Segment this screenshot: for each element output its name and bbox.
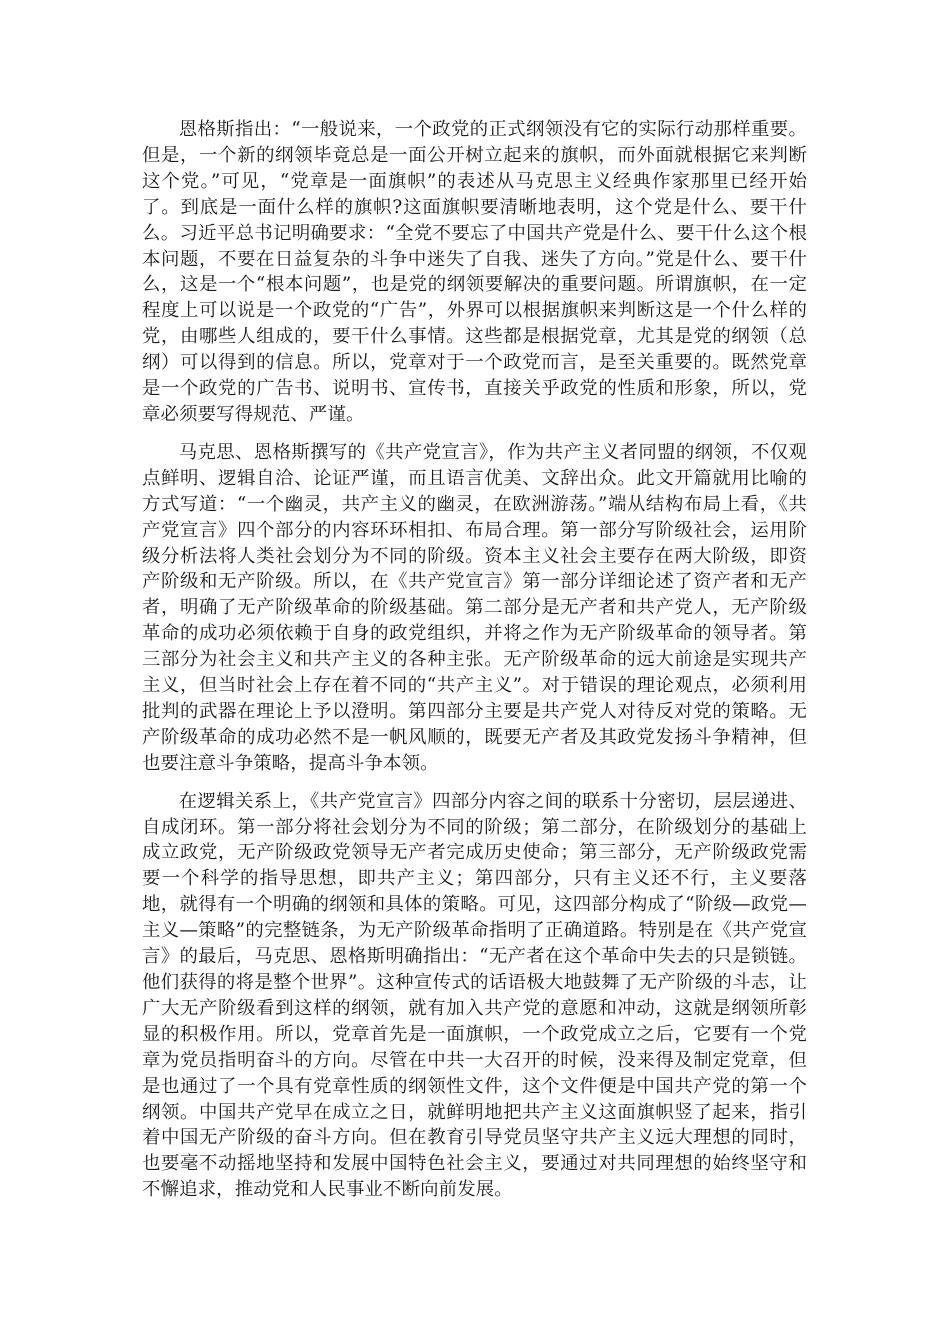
paragraph-3: 在逻辑关系上，《共产党宣言》四部分内容之间的联系十分密切，层层递进、自成闭环。第一部分将社会划分为不同的阶级；第二部分，在阶级划分的基础上成立政党，无产阶级政党领导无产者完成历史使命；第三部分，无产阶级政党需要一个科学的指导思想，即共产主义；第四部分，只有主义还不行，主义要落地，就得有一个明确的纲领和具体的策略。可见，这四部分构成了“阶级—政党—主义—策略”的完整链条，为无产阶级革命指明了正确道路。特别是在《共产党宣言》的最后，马克思、恩格斯明确指出：“无产者在这个革命中失去的只是锁链。他们获得的将是整个世界”。这种宣传式的话语极大地鼓舞了无产阶级的斗志，让广大无产阶级看到这样的纲领，就有加入共产党的意愿和冲动，这就是纲领所彰显的积极作用。所以，党章首先是一面旗帜，一个政党成立之后，它要有一个党章为党员指明奋斗的方向。尽管在中共一大召开的时候，没来得及制定党章，但是也通过了一个具有党章性质的纲领性文件，这个文件便是中国共产党的第一个纲领。中国共产党早在成立之日，就鲜明地把共产主义这面旗帜竖了起来，指引着中国无产阶级的奋斗方向。但在教育引导党员坚守共产主义远大理想的同时，也要毫不动摇地坚持和发展中国特色社会主义，要通过对共同理想的始终坚守和不懈追求，推动党和人民事业不断向前发展。: [142, 790, 807, 1201]
paragraph-1: 恩格斯指出：“一般说来，一个政党的正式纲领没有它的实际行动那样重要。但是，一个新的纲领毕竟总是一面公开树立起来的旗帜，而外面就根据它来判断这个党。”可见，“党章是一面旗帜”的表述从马克思主义经典作家那里已经开始了。到底是一面什么样的旗帜?这面旗帜要清晰地表明，这个党是什么、要干什么。习近平总书记明确要求：“全党不要忘了中国共产党是什么、要干什么这个根本问题，不要在日益复杂的斗争中迷失了自我、迷失了方向。”党是什么、要干什么，这是一个“根本问题”，也是党的纲领要解决的重要问题。所谓旗帜，在一定程度上可以说是一个政党的“广告”，外界可以根据旗帜来判断这是一个什么样的党，由哪些人组成的，要干什么事情。这些都是根据党章，尤其是党的纲领（总纲）可以得到的信息。所以，党章对于一个政党而言，是至关重要的。既然党章是一个政党的广告书、说明书、宣传书，直接关乎政党的性质和形象，所以，党章必须要写得规范、严谨。: [142, 119, 807, 425]
document-body: [142, 117, 807, 1215]
paragraph-2: 马克思、恩格斯撰写的《共产党宣言》，作为共产主义者同盟的纲领，不仅观点鲜明、逻辑自洽、论证严谨，而且语言优美、文辞出众。此文开篇就用比喻的方式写道：“一个幽灵，共产主义的幽灵，在欧洲游荡。”端从结构布局上看，《共产党宣言》四个部分的内容环环相扣、布局合理。第一部分写阶级社会，运用阶级分析法将人类社会划分为不同的阶级。资本主义社会主要存在两大阶级，即资产阶级和无产阶级。所以，在《共产党宣言》第一部分详细论述了资产者和无产者，明确了无产阶级革命的阶级基础。第二部分是无产者和共产党人，无产阶级革命的成功必须依赖于自身的政党组织，并将之作为无产阶级革命的领导者。第三部分为社会主义和共产主义的各种主张。无产阶级革命的远大前途是实现共产主义，但当时社会上存在着不同的“共产主义”。对于错误的理论观点，必须利用批判的武器在理论上予以澄明。第四部分主要是共产党人对待反对党的策略。无产阶级革命的成功必然不是一帆风顺的，既要无产者及其政党发扬斗争精神，但也要注意斗争策略，提高斗争本领。: [142, 441, 807, 774]
